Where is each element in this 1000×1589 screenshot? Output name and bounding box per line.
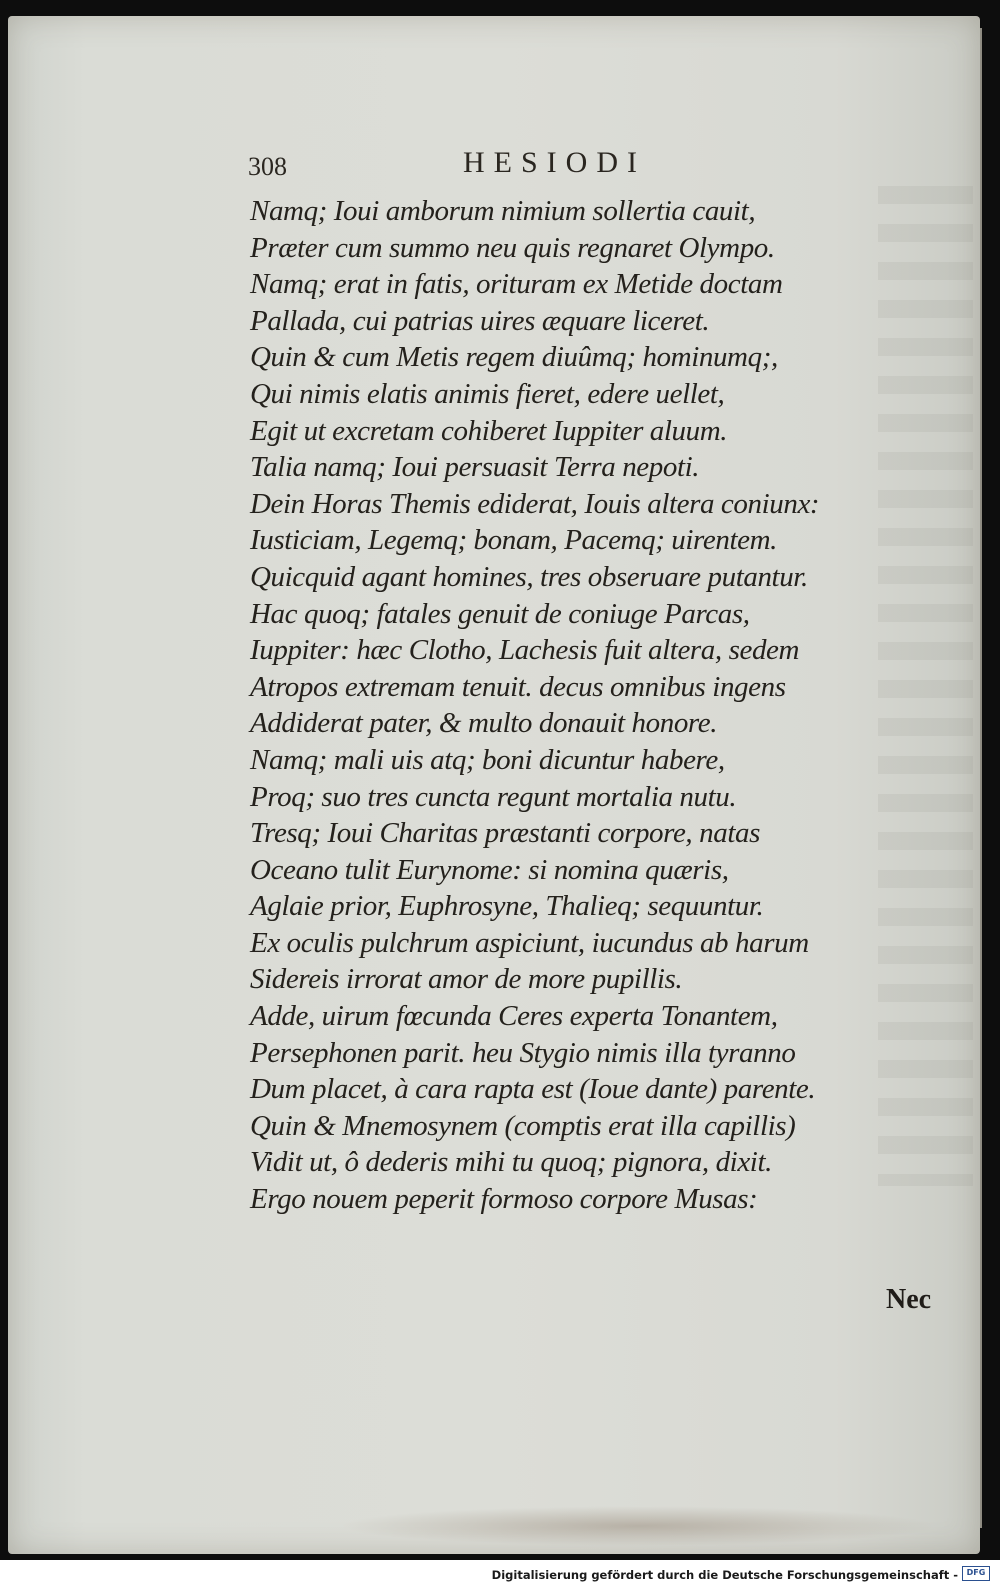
bleed-through-texture [878,186,973,1186]
verse-line: Talia namq; Ioui persuasit Terra nepoti. [250,451,700,484]
verse-line: Namq; mali uis atq; boni dicuntur habere, [250,743,725,776]
verse-line: Persephonen parit. heu Stygio nimis illa tyranno [250,1036,796,1069]
verse-line: Addiderat pater, & multo donauit honore. [250,707,718,740]
verse-line: Iusticiam, Legemq; bonam, Pacemq; uirentem. [250,524,777,557]
verse-line: Quicquid agant homines, tres obseruare putantur. [250,560,808,593]
verse-line: Adde, uirum fœcunda Ceres experta Tonantem, [250,1000,778,1033]
verse-line: Dein Horas Themis ediderat, Iouis altera coniunx: [250,487,820,520]
verse-line: Quin & cum Metis regem diuûmq; hominumq;, [250,341,778,374]
verse-block [250,193,890,1218]
funding-notice: Digitalisierung gefördert durch die Deutsche Forschungsgemeinschaft - [491,1568,958,1582]
verse-line: Vidit ut, ô dederis mihi tu quoq; pignora, dixit. [250,1146,772,1179]
verse-line: Iuppiter: hæc Clotho, Lachesis fuit altera, sedem [250,634,800,667]
verse-line: Sidereis irrorat amor de more pupillis. [250,963,683,996]
verse-line: Oceano tulit Eurynome: si nomina quæris, [250,853,729,886]
verse-line: Proq; suo tres cuncta regunt mortalia nutu. [250,780,737,813]
verse-line: Qui nimis elatis animis fieret, edere uellet, [250,377,725,410]
running-head [248,140,888,190]
catchword: Nec [886,1284,932,1315]
verse-line: Egit ut excretam cohiberet Iuppiter aluum. [250,414,728,447]
verse-line: Namq; Ioui amborum nimium sollertia cauit, [250,195,756,227]
digitization-footer [0,1560,1000,1589]
verse-line: Ergo nouem peperit formoso corpore Musas: [250,1183,758,1216]
verse-line: Namq; erat in fatis, orituram ex Metide doctam [250,268,783,301]
verse-line: Atropos extremam tenuit. decus omnibus ingens [250,670,786,703]
verse-line: Aglaie prior, Euphrosyne, Thalieq; sequuntur. [250,890,764,923]
verse-line: Quin & Mnemosynem (comptis erat illa capillis) [250,1109,796,1142]
verse-line: Pallada, cui patrias uires æquare liceret. [250,304,710,337]
page-number: 308 [248,152,287,181]
verse-line: Ex oculis pulchrum aspiciunt, iucundus ab harum [250,926,809,959]
running-head-title: HESIODI [463,146,646,179]
verse-line: Præter cum summo neu quis regnaret Olympo. [250,231,775,264]
page-stain [338,1506,938,1546]
verse-line: Tresq; Ioui Charitas præstanti corpore, natas [250,817,760,850]
verse-line: Hac quoq; fatales genuit de coniuge Parcas, [250,597,750,630]
dfg-logo[interactable]: DFG [962,1566,990,1581]
verse-line: Dum placet, à cara rapta est (Ioue dante) parente. [250,1073,816,1106]
